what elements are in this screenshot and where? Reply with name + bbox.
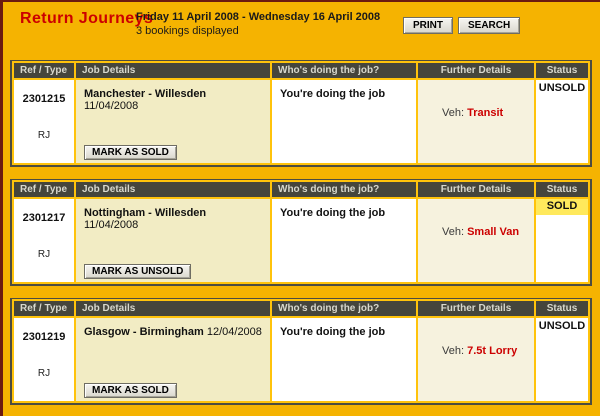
vehicle-label: Veh: — [442, 107, 465, 119]
job-date: 11/04/2008 — [84, 100, 139, 112]
ref-type-cell — [14, 80, 74, 163]
route-line — [84, 326, 262, 338]
header-status: Status — [536, 63, 588, 78]
mark-as-sold-button[interactable]: MARK AS SOLD — [84, 145, 177, 160]
ref-number: 2301219 — [22, 331, 66, 343]
job-date: 12/04/2008 — [206, 326, 262, 338]
who-cell: You're doing the job — [272, 318, 416, 401]
date-block — [136, 11, 380, 37]
mark-as-sold-button[interactable]: MARK AS SOLD — [84, 383, 177, 398]
date-range: Friday 11 April 2008 - Wednesday 16 April 2008 — [136, 11, 381, 23]
further-details-cell — [418, 318, 534, 401]
mark-as-unsold-button[interactable]: MARK AS UNSOLD — [84, 264, 191, 279]
header-job-details: Job Details — [76, 182, 270, 197]
status-badge: SOLD — [536, 199, 588, 215]
bookings-count: 3 bookings displayed — [136, 25, 239, 37]
ref-type-cell — [14, 318, 74, 401]
header-who: Who's doing the job? — [272, 301, 416, 316]
header-further-details: Further Details — [418, 63, 534, 78]
job-details-cell — [76, 318, 270, 401]
vehicle-value: Transit — [467, 107, 504, 119]
search-button[interactable]: SEARCH — [458, 17, 520, 34]
vehicle-label: Veh: — [442, 226, 465, 238]
vehicle-value: 7.5t Lorry — [467, 345, 518, 357]
vehicle-value: Small Van — [467, 226, 520, 238]
job-details-cell — [76, 80, 270, 163]
ref-number: 2301217 — [22, 212, 66, 224]
booking-card — [10, 298, 592, 405]
page-title: Return Journeys — [20, 10, 154, 27]
header-job-details: Job Details — [76, 301, 270, 316]
type-code: RJ — [37, 130, 51, 141]
header-status: Status — [536, 182, 588, 197]
header-ref-type: Ref / Type — [14, 301, 74, 316]
booking-card — [10, 60, 592, 167]
header-who: Who's doing the job? — [272, 63, 416, 78]
header-further-details: Further Details — [418, 182, 534, 197]
who-cell: You're doing the job — [272, 199, 416, 282]
status-badge: UNSOLD — [538, 82, 586, 94]
type-code: RJ — [37, 249, 51, 260]
top-bar — [3, 2, 600, 60]
route-text: Manchester - Willesden — [84, 88, 207, 100]
status-badge: UNSOLD — [538, 320, 586, 332]
route-text: Nottingham - Willesden — [84, 207, 207, 219]
status-cell — [536, 80, 588, 163]
who-cell: You're doing the job — [272, 80, 416, 163]
vehicle-label: Veh: — [442, 345, 465, 357]
status-cell — [536, 199, 588, 282]
further-details-cell — [418, 80, 534, 163]
route-line — [84, 207, 262, 231]
header-job-details: Job Details — [76, 63, 270, 78]
top-buttons — [403, 17, 520, 34]
job-date: 11/04/2008 — [84, 219, 139, 231]
job-details-cell — [76, 199, 270, 282]
header-who: Who's doing the job? — [272, 182, 416, 197]
type-code: RJ — [37, 368, 51, 379]
further-details-cell — [418, 199, 534, 282]
header-further-details: Further Details — [418, 301, 534, 316]
ref-type-cell — [14, 199, 74, 282]
booking-card — [10, 179, 592, 286]
ref-number: 2301215 — [22, 93, 66, 105]
header-status: Status — [536, 301, 588, 316]
header-ref-type: Ref / Type — [14, 63, 74, 78]
header-ref-type: Ref / Type — [14, 182, 74, 197]
status-cell — [536, 318, 588, 401]
route-text: Glasgow - Birmingham — [84, 326, 204, 338]
print-button[interactable]: PRINT — [403, 17, 453, 34]
route-line — [84, 88, 262, 112]
